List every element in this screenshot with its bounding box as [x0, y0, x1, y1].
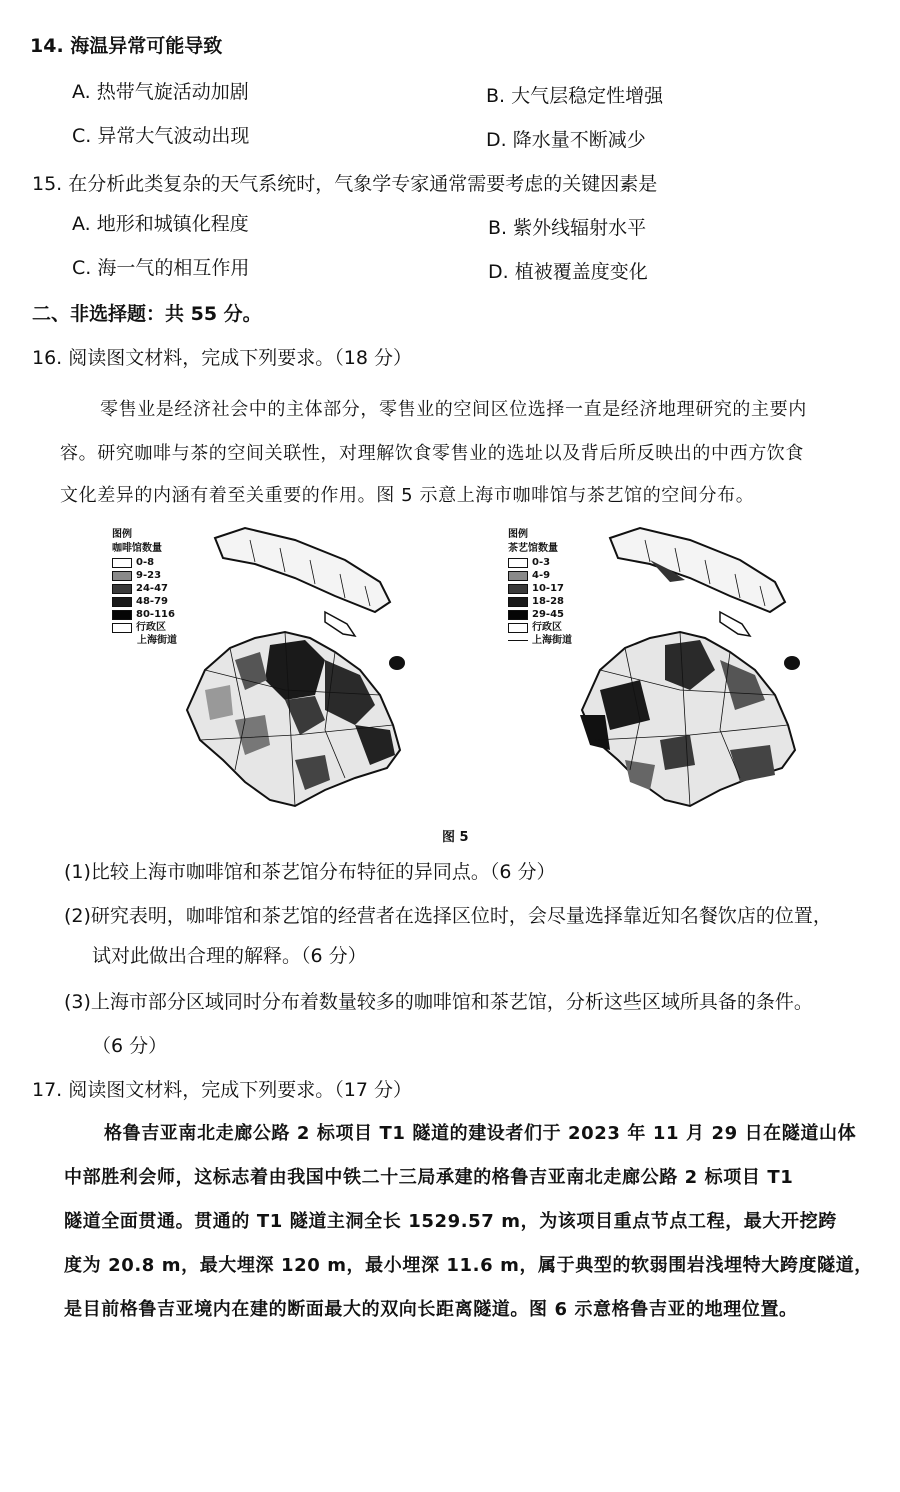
- q14-option-a: A. 热带气旋活动加剧: [72, 81, 249, 103]
- coffee-legend: [112, 528, 177, 647]
- q16-paragraph-line: 容。研究咖啡与茶的空间关联性，对理解饮食零售业的选址以及背后所反映出的中西方饮食: [60, 443, 804, 464]
- legend-street: 上海街道: [508, 634, 572, 647]
- legend-subtitle: 咖啡馆数量: [112, 543, 162, 554]
- q14-option-b: B. 大气层稳定性增强: [486, 85, 664, 107]
- q17-stem: 17. 阅读图文材料，完成下列要求。（17 分）: [32, 1079, 412, 1101]
- legend-street: 上海街道: [137, 634, 177, 646]
- q15-option-c: C. 海一气的相互作用: [72, 257, 250, 279]
- q17-paragraph-line: 格鲁吉亚南北走廊公路 2 标项目 T1 隧道的建设者们于 2023 年 11 月 29 日在隧道山体: [104, 1123, 857, 1144]
- legend-admin: 行政区: [508, 621, 572, 634]
- q16-subquestion-3-cont: （6 分）: [92, 1035, 168, 1057]
- legend-item: 18-28: [508, 595, 572, 608]
- q16-paragraph-line: 文化差异的内涵有着至关重要的作用。图 5 示意上海市咖啡馆与茶艺馆的空间分布。: [60, 485, 755, 506]
- q16-subquestion-2: (2)研究表明，咖啡馆和茶艺馆的经营者在选择区位时，会尽量选择靠近知名餐饮店的位置，: [64, 905, 832, 927]
- section-heading: 二、非选择题：共 55 分。: [32, 303, 262, 325]
- q16-subquestion-1: (1)比较上海市咖啡馆和茶艺馆分布特征的异同点。（6 分）: [64, 861, 556, 883]
- legend-item: 29-45: [508, 608, 572, 621]
- q16-stem: 16. 阅读图文材料，完成下列要求。（18 分）: [32, 347, 412, 369]
- q15-option-a: A. 地形和城镇化程度: [72, 213, 249, 235]
- q17-paragraph-line: 中部胜利会师，这标志着由我国中铁二十三局承建的格鲁吉亚南北走廊公路 2 标项目 T1: [64, 1167, 794, 1188]
- tea-house-map: [570, 520, 810, 820]
- q15-option-d: D. 植被覆盖度变化: [488, 261, 648, 283]
- q15-stem: 15. 在分析此类复杂的天气系统时，气象学专家通常需要考虑的关键因素是: [32, 173, 658, 195]
- q16-paragraph-line: 零售业是经济社会中的主体部分，零售业的空间区位选择一直是经济地理研究的主要内: [100, 399, 807, 420]
- legend-item: 48-79: [112, 595, 177, 608]
- legend-title: 图例: [508, 529, 528, 540]
- legend-item: 24-47: [112, 582, 177, 595]
- legend-item: 9-23: [112, 569, 177, 582]
- q17-paragraph-line: 是目前格鲁吉亚境内在建的断面最大的双向长距离隧道。图 6 示意格鲁吉亚的地理位置。: [64, 1299, 798, 1320]
- legend-item: 0-8: [112, 556, 177, 569]
- legend-item: 0-3: [508, 556, 572, 569]
- q14-stem: 14. 海温异常可能导致: [30, 35, 223, 57]
- q17-paragraph-line: 度为 20.8 m，最大埋深 120 m，最小埋深 11.6 m，属于典型的软弱围岩浅埋特大跨度隧道，: [64, 1255, 873, 1276]
- q16-subquestion-3: (3)上海市部分区域同时分布着数量较多的咖啡馆和茶艺馆，分析这些区域所具备的条件。: [64, 991, 813, 1013]
- q15-option-b: B. 紫外线辐射水平: [488, 217, 647, 239]
- legend-subtitle: 茶艺馆数量: [508, 543, 558, 554]
- legend-item: 4-9: [508, 569, 572, 582]
- legend-admin: 行政区: [112, 621, 177, 634]
- q14-option-c: C. 异常大气波动出现: [72, 125, 250, 147]
- legend-item: 10-17: [508, 582, 572, 595]
- legend-item: 80-116: [112, 608, 177, 621]
- coffee-shop-map: [175, 520, 415, 820]
- tea-legend: [508, 528, 572, 647]
- legend-title: 图例: [112, 529, 132, 540]
- q14-option-d: D. 降水量不断减少: [486, 129, 646, 151]
- q16-subquestion-2-cont: 试对此做出合理的解释。（6 分）: [92, 945, 367, 967]
- figure-caption: 图 5: [442, 830, 469, 845]
- q17-paragraph-line: 隧道全面贯通。贯通的 T1 隧道主洞全长 1529.57 m，为该项目重点节点工程，最大开挖跨: [64, 1211, 837, 1232]
